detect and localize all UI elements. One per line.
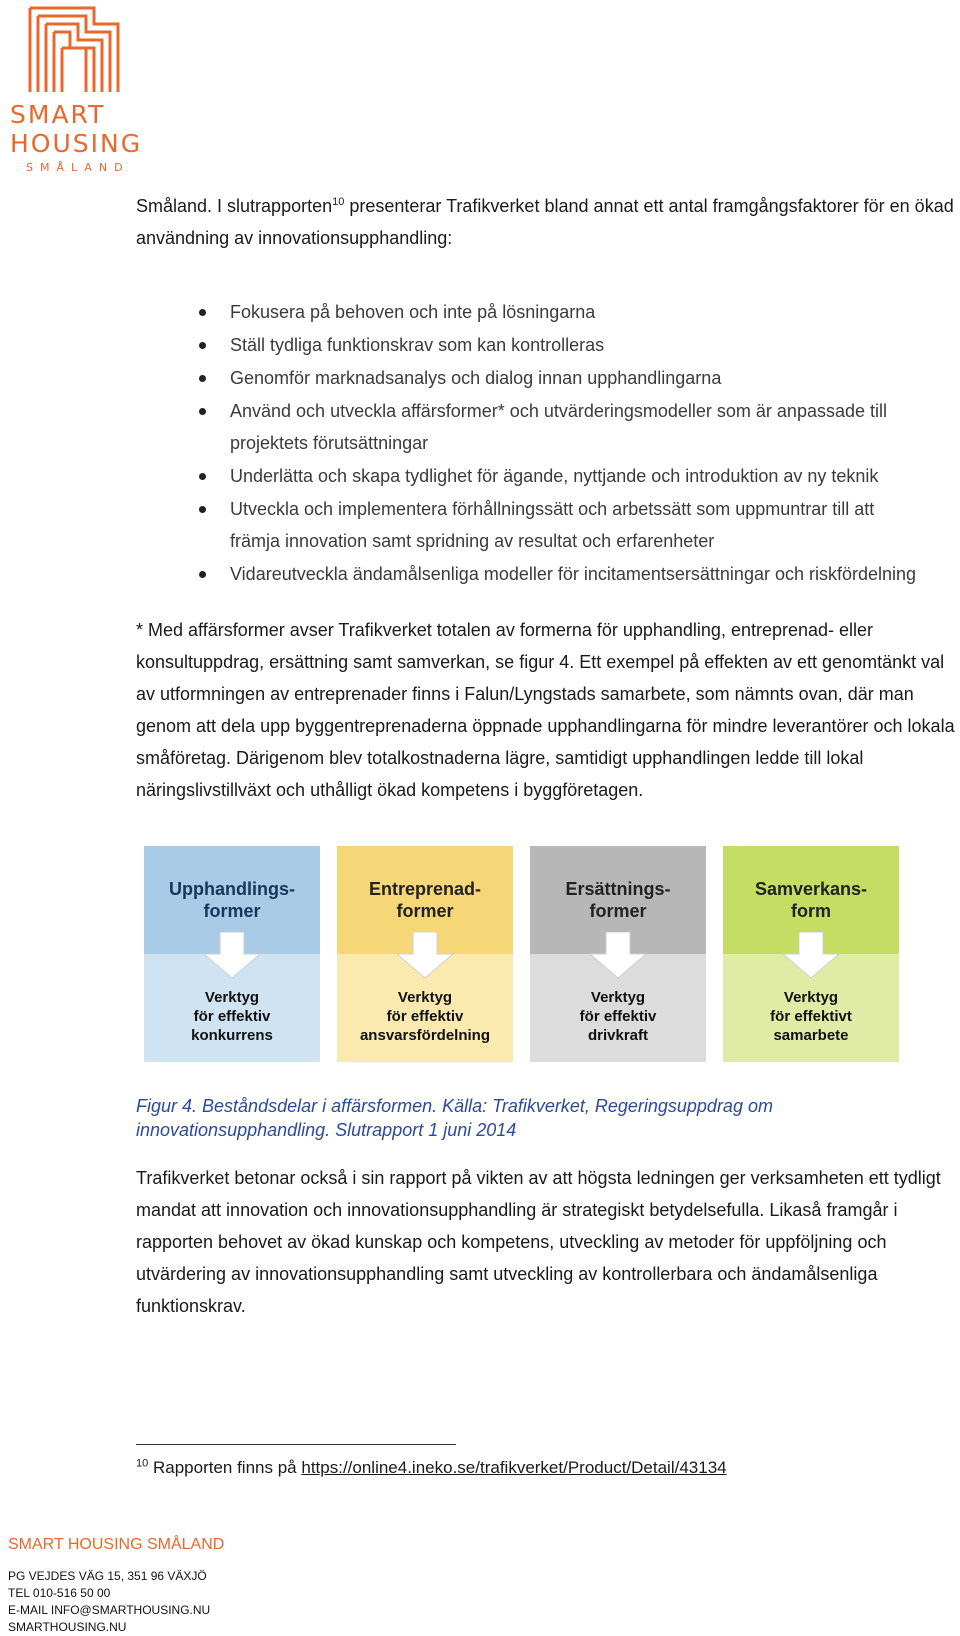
figure-column-title: Entreprenad- former xyxy=(368,879,482,921)
figure-column-title: Samverkans- form xyxy=(754,879,868,921)
bullet-icon xyxy=(199,342,206,349)
list-item xyxy=(196,395,926,459)
intro-text-end: presenterar Trafikverket bland annat ett antal framgångsfaktorer för en ökad användning av innovationsupphandling: xyxy=(136,196,954,248)
bullet-icon xyxy=(199,408,206,415)
list-item-text: Genomför marknadsanalys och dialog innan upphandlingarna xyxy=(230,368,722,388)
figure-column xyxy=(144,846,320,1062)
footnote-number: 10 xyxy=(136,1457,149,1470)
figure-column-tool: Verktyg för effektiv ansvarsfördelning xyxy=(359,989,491,1044)
list-item-text: Utveckla och implementera förhållningssätt och arbetssätt som uppmuntrar till att främja innovation samt spridning av resultat och erfarenheter xyxy=(230,499,875,551)
list-item xyxy=(196,296,926,328)
figure-column-title: Ersättnings- former xyxy=(565,879,671,921)
down-arrow-icon xyxy=(202,932,262,980)
list-item xyxy=(196,460,926,492)
bullet-icon xyxy=(199,506,206,513)
footer-phone: TEL 010-516 50 00 xyxy=(8,1586,111,1600)
intro-paragraph xyxy=(136,190,960,254)
footer-email[interactable]: E-MAIL INFO@SMARTHOUSING.NU xyxy=(8,1603,211,1617)
figure-column xyxy=(337,846,513,1062)
footnote-ref[interactable]: 10 xyxy=(332,196,345,208)
page-footer xyxy=(8,1536,224,1636)
footer-website[interactable]: SMARTHOUSING.NU xyxy=(8,1620,127,1634)
list-item xyxy=(196,362,926,394)
business-form-figure xyxy=(144,846,900,1062)
down-arrow-icon xyxy=(588,932,648,980)
closing-paragraph: Trafikverket betonar också i sin rapport på vikten av att högsta ledningen ger verksamheten ett tydligt mandat att innovation och innovationsupphandling är strategiskt betydelsefulla. Likaså framgår i rapporten behovet av ökad kunskap och kompetens, utveckling av metoder för uppföljning och utvärdering av innovationsupphandling samt utveckling av kontrollerbara och ändamålsenliga funktionskrav. xyxy=(136,1168,941,1316)
success-factor-list xyxy=(196,296,926,591)
figure-column-tool: Verktyg för effektiv drivkraft xyxy=(579,989,657,1044)
bullet-icon xyxy=(199,571,206,578)
list-item-text: Vidareutveckla ändamålsenliga modeller för incitamentsersättningar och riskfördelning xyxy=(230,564,917,584)
figure-column xyxy=(723,846,899,1062)
figure-caption: Figur 4. Beståndsdelar i affärsformen. Källa: Trafikverket, Regeringsuppdrag om innovationsupphandling. Slutrapport 1 juni 2014 xyxy=(136,1096,773,1140)
intro-text-start: Småland. I slutrapporten xyxy=(136,196,333,216)
footer-address: PG VEJDES VÄG 15, 351 96 VÄXJÖ xyxy=(8,1569,207,1583)
figure-column-title: Upphandlings- former xyxy=(169,879,295,921)
logo-mark-icon xyxy=(28,6,120,94)
list-item xyxy=(196,558,926,590)
list-item-text: Underlätta och skapa tydlighet för ägande, nyttjande och introduktion av ny teknik xyxy=(230,466,879,486)
list-item-text: Fokusera på behoven och inte på lösningarna xyxy=(230,302,596,322)
down-arrow-icon xyxy=(395,932,455,980)
footnote xyxy=(136,1456,727,1480)
figure-column-tool: Verktyg för effektiv konkurrens xyxy=(191,989,273,1044)
logo-wordmark: SMART HOUSING xyxy=(10,100,143,158)
note-paragraph: * Med affärsformer avser Trafikverket totalen av formerna för upphandling, entreprenad- eller konsultuppdrag, ersättning samt samverkan, se figur 4. Ett exempel på effekten av ett genomtänkt val av utformningen av entreprenader finns i Falun/Lyngstads samarbete, som nämnts ovan, där man genom att dela upp byggentreprenaderna öppnade upphandlingarna för mindre leverantörer och lokala småföretag. Därigenom blev totalkostnaderna lägre, samtidigt upphandlingen ledde till lokal näringslivstillväxt och uthålligt ökad kompetens i byggföretagen. xyxy=(136,620,955,800)
bullet-icon xyxy=(199,309,206,316)
logo-region: SMÅLAND xyxy=(26,161,130,174)
list-item-text: Ställ tydliga funktionskrav som kan kontrolleras xyxy=(230,335,605,355)
footer-org-name: SMART HOUSING SMÅLAND xyxy=(8,1536,225,1553)
list-item-text: Använd och utveckla affärsformer* och utvärderingsmodeller som är anpassade till projektets förutsättningar xyxy=(230,401,887,453)
list-item xyxy=(196,329,926,361)
down-arrow-icon xyxy=(781,932,841,980)
bullet-icon xyxy=(199,375,206,382)
bullet-icon xyxy=(199,473,206,480)
figure-column xyxy=(530,846,706,1062)
report-link[interactable]: https://online4.ineko.se/trafikverket/Product/Detail/43134 xyxy=(301,1458,727,1477)
figure-column-tool: Verktyg för effektivt samarbete xyxy=(770,989,852,1044)
list-item xyxy=(196,493,926,557)
footnote-text: Rapporten finns på xyxy=(148,1458,302,1477)
smart-housing-logo xyxy=(10,6,143,174)
footnote-divider xyxy=(136,1444,456,1445)
